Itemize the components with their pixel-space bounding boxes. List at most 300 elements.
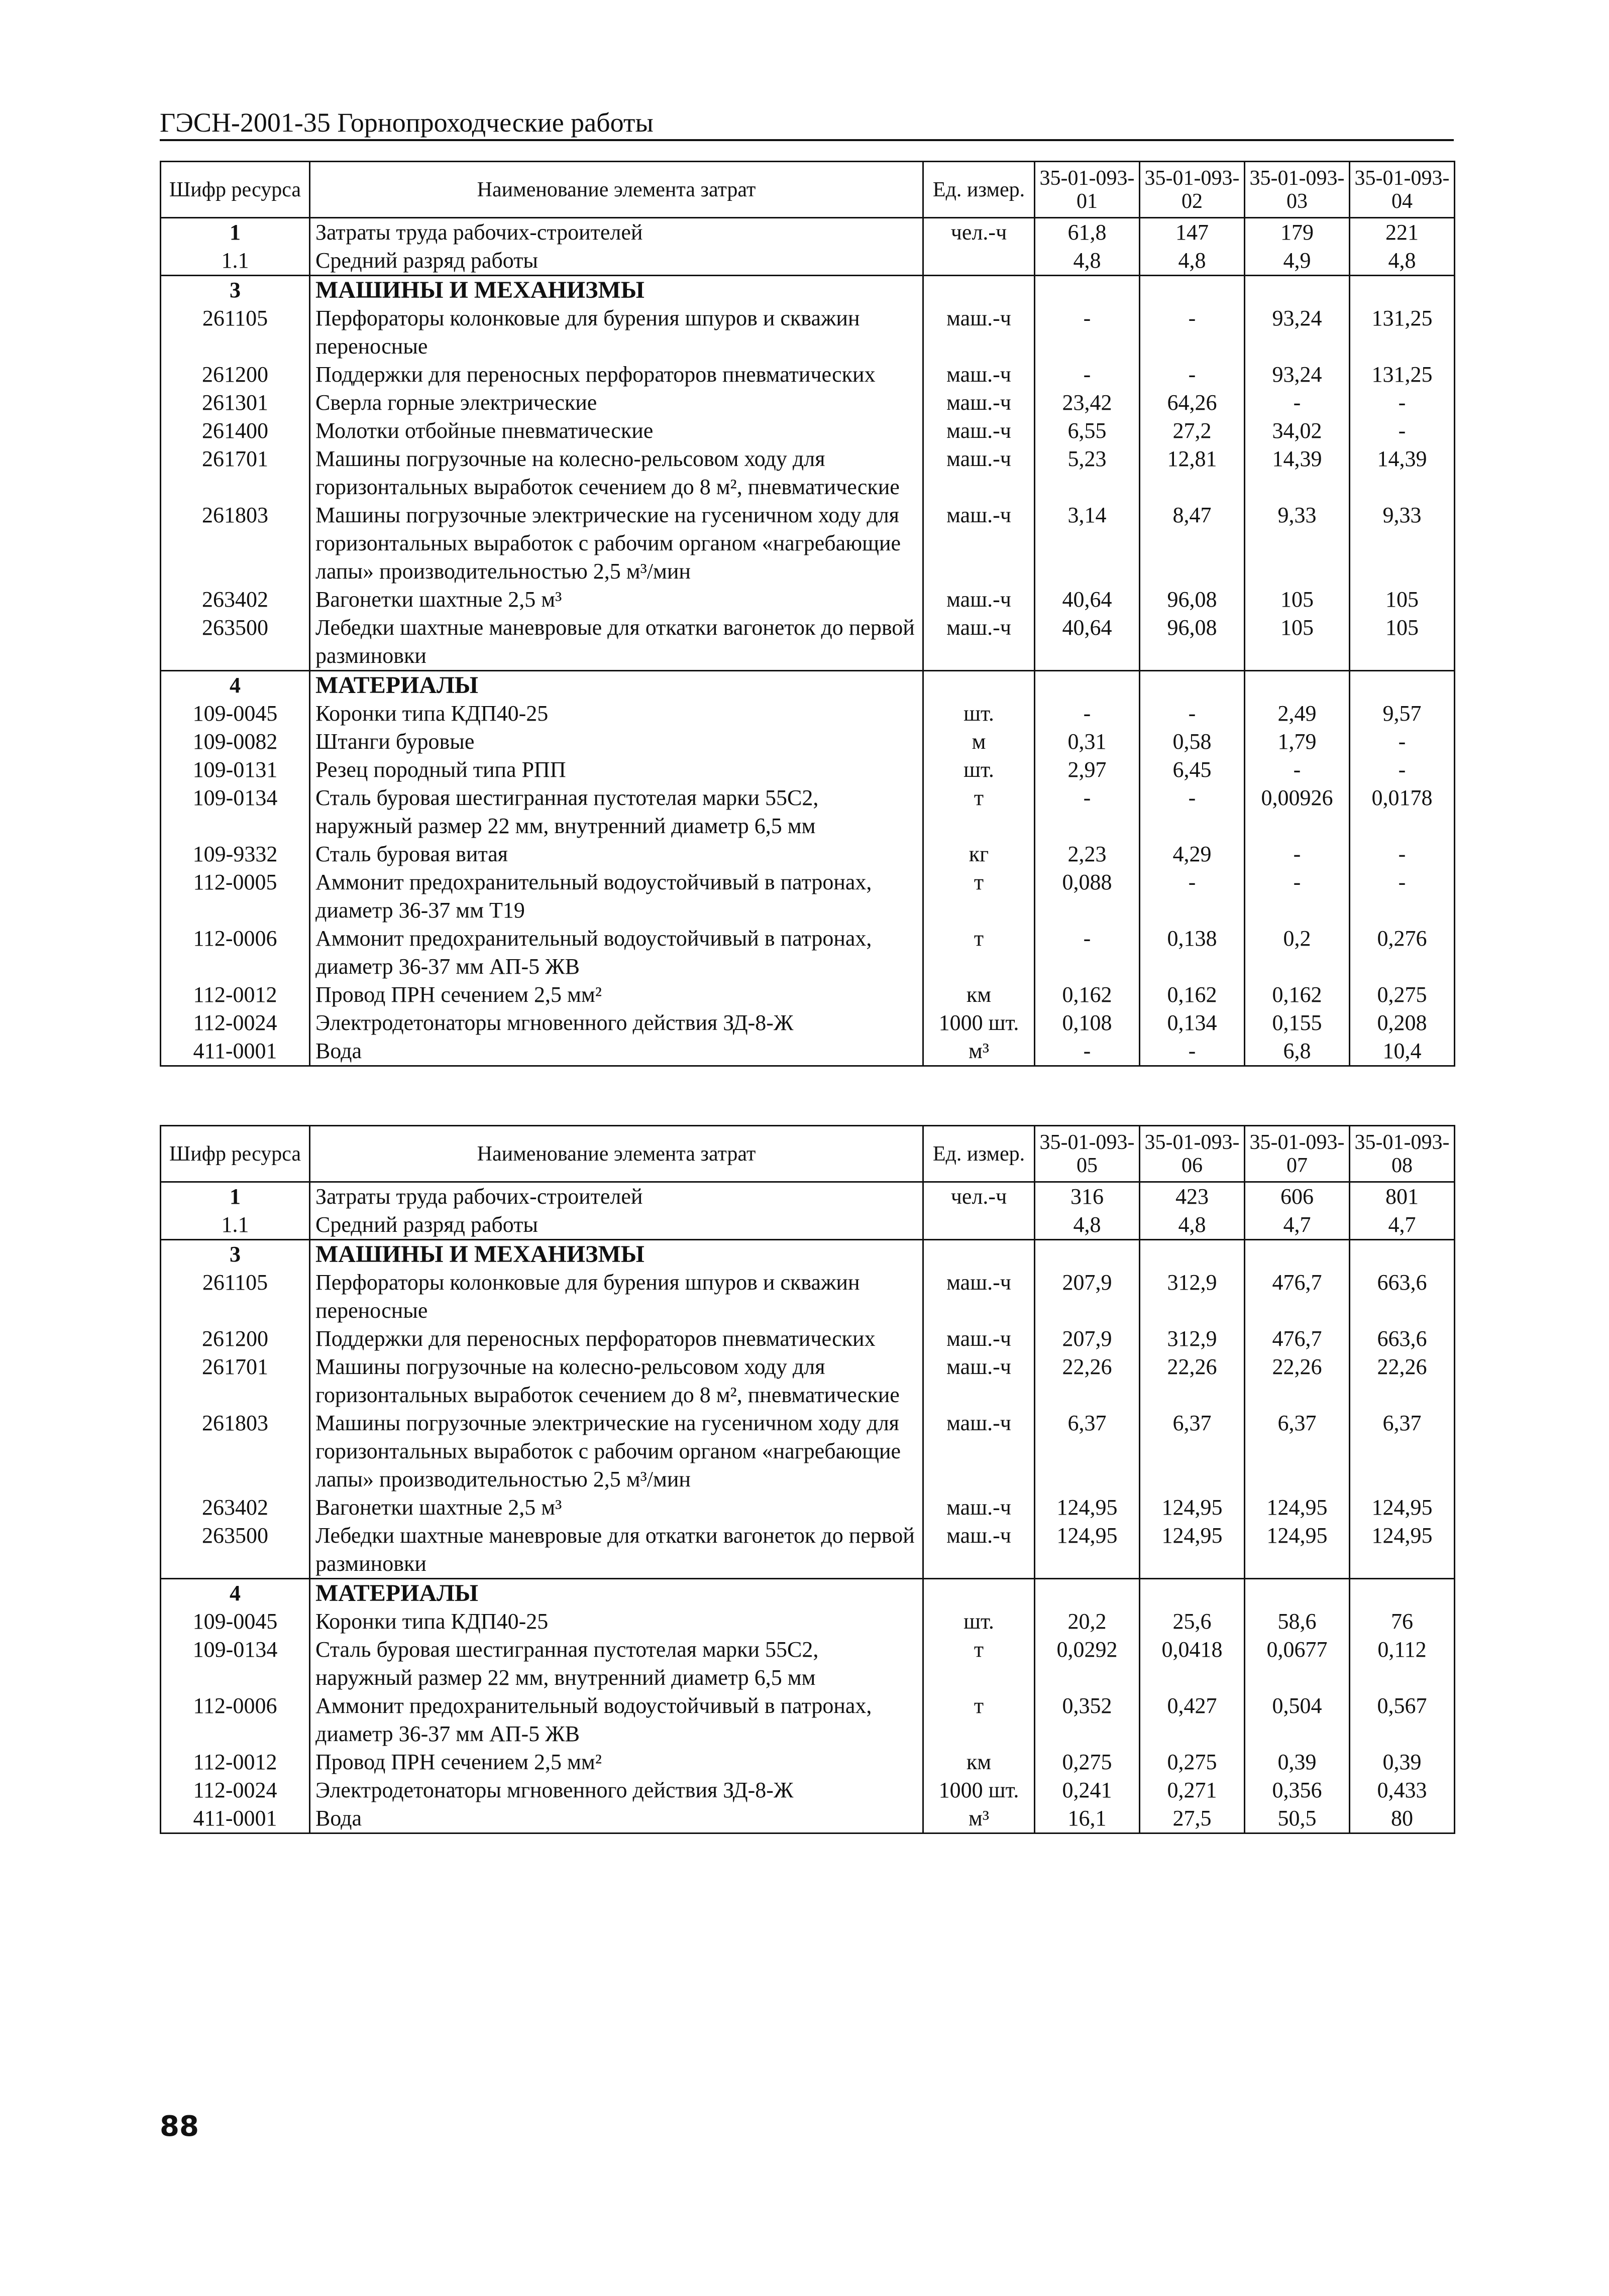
unit-cell: маш.-ч — [923, 1494, 1035, 1522]
norm-value-cell: 0,275 — [1140, 1748, 1245, 1776]
norm-value-cell: 0,504 — [1245, 1692, 1350, 1748]
table-row — [161, 1325, 1455, 1353]
norm-value-cell: 0,427 — [1140, 1692, 1245, 1748]
norm-value-cell: 6,37 — [1350, 1409, 1455, 1494]
norm-value-cell: 312,9 — [1140, 1325, 1245, 1353]
resource-name-cell: Сталь буровая витая — [310, 840, 923, 868]
resource-code-cell: 263402 — [161, 586, 310, 614]
resource-name-cell: Лебедки шахтные маневровые для откатки вагонеток до первой разминовки — [310, 614, 923, 671]
norm-value-cell: 22,26 — [1245, 1353, 1350, 1409]
norm-value-cell: 105 — [1245, 614, 1350, 671]
norm-value-cell: 124,95 — [1140, 1494, 1245, 1522]
table-row — [161, 247, 1455, 276]
norm-value-cell — [1035, 671, 1140, 700]
table-row — [161, 304, 1455, 361]
norm-value-cell: 58,6 — [1245, 1608, 1350, 1636]
norm-value-cell: - — [1245, 840, 1350, 868]
resource-code-cell: 112-0006 — [161, 1692, 310, 1748]
norm-value-cell: 131,25 — [1350, 304, 1455, 361]
resource-name-cell: Электродетонаторы мгновенного действия ЗД-8-Ж — [310, 1776, 923, 1804]
resource-code-cell: 261200 — [161, 361, 310, 389]
table-row — [161, 728, 1455, 756]
table-row — [161, 1636, 1455, 1692]
table-row — [161, 1353, 1455, 1409]
norm-value-cell — [1350, 671, 1455, 700]
resource-code-cell: 112-0024 — [161, 1776, 310, 1804]
unit-cell: маш.-ч — [923, 1353, 1035, 1409]
resource-code-cell: 261803 — [161, 1409, 310, 1494]
norm-value-cell: 179 — [1245, 218, 1350, 247]
resource-name-cell: Электродетонаторы мгновенного действия ЗД-8-Ж — [310, 1009, 923, 1037]
norm-value-cell: 40,64 — [1035, 586, 1140, 614]
resource-code-cell: 261803 — [161, 501, 310, 586]
norm-value-cell: 6,37 — [1035, 1409, 1140, 1494]
norm-value-cell: 0,0178 — [1350, 784, 1455, 840]
norm-value-cell: 4,8 — [1140, 247, 1245, 276]
norm-value-cell — [1245, 671, 1350, 700]
norm-value-cell: 4,8 — [1035, 1211, 1140, 1240]
resource-code-cell: 1.1 — [161, 1211, 310, 1240]
norm-value-cell: 0,39 — [1245, 1748, 1350, 1776]
resource-code-cell: 411-0001 — [161, 1804, 310, 1833]
norm-value-cell: 2,97 — [1035, 756, 1140, 784]
norm-value-cell — [1245, 1579, 1350, 1608]
norm-value-cell: 76 — [1350, 1608, 1455, 1636]
resource-code-cell: 261701 — [161, 1353, 310, 1409]
col-header-name: Наименование элемента затрат — [310, 162, 923, 218]
resource-table-2 — [160, 1125, 1455, 1834]
norm-value-cell: 316 — [1035, 1182, 1140, 1211]
col-header-unit: Ед. измер. — [923, 162, 1035, 218]
resource-code-cell: 261105 — [161, 1269, 310, 1325]
norm-value-cell: 124,95 — [1245, 1494, 1350, 1522]
norm-value-cell: 27,2 — [1140, 417, 1245, 445]
norm-value-cell: 124,95 — [1350, 1494, 1455, 1522]
resource-name-cell: Средний разряд работы — [310, 247, 923, 276]
norm-value-cell: 93,24 — [1245, 361, 1350, 389]
table-row — [161, 1409, 1455, 1494]
resource-code-cell: 109-0131 — [161, 756, 310, 784]
norm-value-cell: 124,95 — [1350, 1522, 1455, 1579]
unit-cell: м³ — [923, 1037, 1035, 1066]
norm-value-cell: - — [1140, 868, 1245, 925]
norm-value-cell: 0,31 — [1035, 728, 1140, 756]
unit-cell: маш.-ч — [923, 445, 1035, 501]
resource-name-cell: Вода — [310, 1037, 923, 1066]
norm-value-cell: 14,39 — [1350, 445, 1455, 501]
resource-code-cell: 263402 — [161, 1494, 310, 1522]
resource-name-cell: Резец породный типа РПП — [310, 756, 923, 784]
col-header-unit: Ед. измер. — [923, 1126, 1035, 1182]
norm-value-cell: 23,42 — [1035, 389, 1140, 417]
norm-value-cell — [1035, 1579, 1140, 1608]
resource-name-cell: МАТЕРИАЛЫ — [310, 1579, 923, 1608]
norm-value-cell: 423 — [1140, 1182, 1245, 1211]
resource-code-cell: 261301 — [161, 389, 310, 417]
norm-value-cell: 0,088 — [1035, 868, 1140, 925]
norm-value-cell: 0,112 — [1350, 1636, 1455, 1692]
table-row — [161, 1037, 1455, 1066]
resource-name-cell: Коронки типа КДП40-25 — [310, 1608, 923, 1636]
resource-name-cell: Машины погрузочные электрические на гусеничном ходу для горизонтальных выработок с рабочим органом «нагребающие лапы» производительностью 2,5 м³/мин — [310, 1409, 923, 1494]
table-header-row — [161, 162, 1455, 218]
norm-value-cell: 0,0292 — [1035, 1636, 1140, 1692]
norm-value-cell: 4,9 — [1245, 247, 1350, 276]
table-row — [161, 417, 1455, 445]
norm-value-cell: 4,7 — [1350, 1211, 1455, 1240]
unit-cell — [923, 276, 1035, 305]
table-row — [161, 700, 1455, 728]
resource-name-cell: Провод ПРН сечением 2,5 мм² — [310, 1748, 923, 1776]
norm-value-cell: 0,208 — [1350, 1009, 1455, 1037]
unit-cell: т — [923, 1692, 1035, 1748]
table-row — [161, 1748, 1455, 1776]
table-row — [161, 925, 1455, 981]
norm-value-cell: 0,162 — [1245, 981, 1350, 1009]
norm-value-cell: - — [1140, 304, 1245, 361]
unit-cell: шт. — [923, 700, 1035, 728]
norm-value-cell: 4,8 — [1140, 1211, 1245, 1240]
norm-value-cell: 93,24 — [1245, 304, 1350, 361]
norm-value-cell: - — [1350, 756, 1455, 784]
norm-value-cell: 663,6 — [1350, 1325, 1455, 1353]
resource-name-cell: Лебедки шахтные маневровые для откатки вагонеток до первой разминовки — [310, 1522, 923, 1579]
unit-cell: маш.-ч — [923, 586, 1035, 614]
col-header-norm: 35-01-093-04 — [1350, 162, 1455, 218]
resource-name-cell: Сверла горные электрические — [310, 389, 923, 417]
norm-value-cell: 147 — [1140, 218, 1245, 247]
resource-code-cell: 1 — [161, 1182, 310, 1211]
col-header-norm: 35-01-093-01 — [1035, 162, 1140, 218]
unit-cell: т — [923, 1636, 1035, 1692]
resource-table-1 — [160, 161, 1455, 1067]
norm-value-cell — [1245, 1240, 1350, 1269]
norm-value-cell — [1140, 1579, 1245, 1608]
norm-value-cell: 0,275 — [1350, 981, 1455, 1009]
norm-value-cell: 801 — [1350, 1182, 1455, 1211]
table-row — [161, 840, 1455, 868]
norm-value-cell: - — [1035, 784, 1140, 840]
resource-code-cell: 112-0012 — [161, 1748, 310, 1776]
table-row — [161, 361, 1455, 389]
resource-name-cell: Поддержки для переносных перфораторов пневматических — [310, 1325, 923, 1353]
resource-code-cell: 109-0134 — [161, 784, 310, 840]
resource-name-cell: Машины погрузочные электрические на гусеничном ходу для горизонтальных выработок с рабочим органом «нагребающие лапы» производительностью 2,5 м³/мин — [310, 501, 923, 586]
unit-cell — [923, 1240, 1035, 1269]
norm-value-cell: 2,49 — [1245, 700, 1350, 728]
unit-cell — [923, 671, 1035, 700]
resource-name-cell: Затраты труда рабочих-строителей — [310, 218, 923, 247]
norm-value-cell: 9,33 — [1245, 501, 1350, 586]
norm-value-cell: 4,29 — [1140, 840, 1245, 868]
table-row — [161, 784, 1455, 840]
norm-value-cell: 0,567 — [1350, 1692, 1455, 1748]
norm-value-cell: - — [1035, 361, 1140, 389]
norm-value-cell: 20,2 — [1035, 1608, 1140, 1636]
norm-value-cell: 606 — [1245, 1182, 1350, 1211]
norm-value-cell: - — [1035, 1037, 1140, 1066]
col-header-norm: 35-01-093-05 — [1035, 1126, 1140, 1182]
header-rule — [160, 139, 1454, 141]
norm-value-cell: 6,37 — [1245, 1409, 1350, 1494]
norm-value-cell: 6,37 — [1140, 1409, 1245, 1494]
col-header-code: Шифр ресурса — [161, 162, 310, 218]
norm-value-cell: 0,271 — [1140, 1776, 1245, 1804]
resource-code-cell: 3 — [161, 1240, 310, 1269]
resource-code-cell: 4 — [161, 1579, 310, 1608]
resource-code-cell: 109-0045 — [161, 700, 310, 728]
norm-value-cell: 0,2 — [1245, 925, 1350, 981]
norm-value-cell: - — [1140, 784, 1245, 840]
col-header-norm: 35-01-093-06 — [1140, 1126, 1245, 1182]
resource-name-cell: Молотки отбойные пневматические — [310, 417, 923, 445]
unit-cell: шт. — [923, 1608, 1035, 1636]
table-row — [161, 614, 1455, 671]
norm-value-cell: 0,155 — [1245, 1009, 1350, 1037]
unit-cell: т — [923, 784, 1035, 840]
norm-value-cell: 0,00926 — [1245, 784, 1350, 840]
table-row — [161, 586, 1455, 614]
norm-value-cell: 131,25 — [1350, 361, 1455, 389]
resource-name-cell: Машины погрузочные на колесно-рельсовом ходу для горизонтальных выработок сечением до 8 м², пневматические — [310, 445, 923, 501]
col-header-code: Шифр ресурса — [161, 1126, 310, 1182]
resource-name-cell: Средний разряд работы — [310, 1211, 923, 1240]
norm-value-cell: 3,14 — [1035, 501, 1140, 586]
resource-code-cell: 263500 — [161, 1522, 310, 1579]
unit-cell: маш.-ч — [923, 304, 1035, 361]
page-header: ГЭСН-2001-35 Горнопроходческие работы — [160, 107, 654, 138]
resource-code-cell: 1.1 — [161, 247, 310, 276]
table-row — [161, 1608, 1455, 1636]
unit-cell: маш.-ч — [923, 1325, 1035, 1353]
norm-value-cell: 207,9 — [1035, 1325, 1140, 1353]
unit-cell — [923, 247, 1035, 276]
resource-code-cell: 109-0134 — [161, 1636, 310, 1692]
unit-cell: 1000 шт. — [923, 1776, 1035, 1804]
norm-value-cell: - — [1035, 304, 1140, 361]
norm-value-cell: 0,58 — [1140, 728, 1245, 756]
resource-code-cell: 3 — [161, 276, 310, 305]
norm-value-cell: 0,352 — [1035, 1692, 1140, 1748]
norm-value-cell: 6,45 — [1140, 756, 1245, 784]
resource-code-cell: 109-0045 — [161, 1608, 310, 1636]
norm-value-cell: 105 — [1245, 586, 1350, 614]
table-row — [161, 501, 1455, 586]
norm-value-cell: 6,55 — [1035, 417, 1140, 445]
norm-value-cell — [1245, 276, 1350, 305]
resource-name-cell: Вагонетки шахтные 2,5 м³ — [310, 586, 923, 614]
resource-code-cell: 263500 — [161, 614, 310, 671]
table-row — [161, 868, 1455, 925]
table-row — [161, 445, 1455, 501]
norm-value-cell: 1,79 — [1245, 728, 1350, 756]
table-row — [161, 1211, 1455, 1240]
norm-value-cell: 5,23 — [1035, 445, 1140, 501]
norm-value-cell: 0,138 — [1140, 925, 1245, 981]
resource-name-cell: Машины погрузочные на колесно-рельсовом ходу для горизонтальных выработок сечением до 8 м², пневматические — [310, 1353, 923, 1409]
unit-cell: чел.-ч — [923, 218, 1035, 247]
norm-value-cell: 2,23 — [1035, 840, 1140, 868]
resource-name-cell: Штанги буровые — [310, 728, 923, 756]
table-row — [161, 1776, 1455, 1804]
norm-value-cell: 61,8 — [1035, 218, 1140, 247]
table-row — [161, 1269, 1455, 1325]
norm-value-cell: 25,6 — [1140, 1608, 1245, 1636]
resource-code-cell: 1 — [161, 218, 310, 247]
resource-name-cell: МАТЕРИАЛЫ — [310, 671, 923, 700]
norm-value-cell: - — [1350, 840, 1455, 868]
unit-cell: шт. — [923, 756, 1035, 784]
norm-value-cell: 0,108 — [1035, 1009, 1140, 1037]
table-row — [161, 276, 1455, 305]
norm-value-cell: - — [1140, 700, 1245, 728]
norm-value-cell: 0,356 — [1245, 1776, 1350, 1804]
norm-value-cell: - — [1245, 868, 1350, 925]
norm-value-cell: 0,134 — [1140, 1009, 1245, 1037]
norm-value-cell — [1140, 671, 1245, 700]
norm-value-cell: 22,26 — [1140, 1353, 1245, 1409]
norm-value-cell: - — [1350, 868, 1455, 925]
norm-value-cell: - — [1140, 361, 1245, 389]
table-row — [161, 1240, 1455, 1269]
page-number: 88 — [160, 2110, 199, 2143]
norm-value-cell: - — [1245, 756, 1350, 784]
norm-value-cell: 124,95 — [1035, 1494, 1140, 1522]
resource-name-cell: Затраты труда рабочих-строителей — [310, 1182, 923, 1211]
unit-cell: маш.-ч — [923, 501, 1035, 586]
norm-value-cell: - — [1245, 389, 1350, 417]
norm-value-cell — [1035, 276, 1140, 305]
resource-code-cell: 411-0001 — [161, 1037, 310, 1066]
col-header-norm: 35-01-093-07 — [1245, 1126, 1350, 1182]
norm-value-cell: - — [1350, 389, 1455, 417]
resource-name-cell: Перфораторы колонковые для бурения шпуров и скважин переносные — [310, 1269, 923, 1325]
norm-value-cell: 16,1 — [1035, 1804, 1140, 1833]
norm-value-cell: 22,26 — [1350, 1353, 1455, 1409]
resource-code-cell: 261400 — [161, 417, 310, 445]
norm-value-cell: 221 — [1350, 218, 1455, 247]
unit-cell: км — [923, 1748, 1035, 1776]
col-header-norm: 35-01-093-02 — [1140, 162, 1245, 218]
resource-name-cell: Сталь буровая шестигранная пустотелая марки 55С2, наружный размер 22 мм, внутренний диаметр 6,5 мм — [310, 784, 923, 840]
resource-name-cell: Вода — [310, 1804, 923, 1833]
unit-cell: 1000 шт. — [923, 1009, 1035, 1037]
norm-value-cell: 476,7 — [1245, 1325, 1350, 1353]
unit-cell: чел.-ч — [923, 1182, 1035, 1211]
resource-name-cell: Аммонит предохранительный водоустойчивый в патронах, диаметр 36-37 мм АП-5 ЖВ — [310, 925, 923, 981]
resource-code-cell: 261105 — [161, 304, 310, 361]
table-row — [161, 1494, 1455, 1522]
norm-value-cell — [1350, 1240, 1455, 1269]
norm-value-cell: 476,7 — [1245, 1269, 1350, 1325]
resource-name-cell: Поддержки для переносных перфораторов пневматических — [310, 361, 923, 389]
unit-cell: т — [923, 868, 1035, 925]
norm-value-cell: 80 — [1350, 1804, 1455, 1833]
norm-value-cell: 312,9 — [1140, 1269, 1245, 1325]
resource-code-cell: 109-0082 — [161, 728, 310, 756]
norm-value-cell: 105 — [1350, 614, 1455, 671]
resource-code-cell: 261701 — [161, 445, 310, 501]
col-header-norm: 35-01-093-08 — [1350, 1126, 1455, 1182]
norm-value-cell: 27,5 — [1140, 1804, 1245, 1833]
unit-cell: км — [923, 981, 1035, 1009]
table-row — [161, 218, 1455, 247]
resource-name-cell: Аммонит предохранительный водоустойчивый в патронах, диаметр 36-37 мм Т19 — [310, 868, 923, 925]
norm-value-cell: 4,7 — [1245, 1211, 1350, 1240]
resource-name-cell: Перфораторы колонковые для бурения шпуров и скважин переносные — [310, 304, 923, 361]
resource-code-cell: 4 — [161, 671, 310, 700]
resource-name-cell: Аммонит предохранительный водоустойчивый в патронах, диаметр 36-37 мм АП-5 ЖВ — [310, 1692, 923, 1748]
resource-name-cell: Сталь буровая шестигранная пустотелая марки 55С2, наружный размер 22 мм, внутренний диаметр 6,5 мм — [310, 1636, 923, 1692]
unit-cell: маш.-ч — [923, 1409, 1035, 1494]
norm-value-cell: 207,9 — [1035, 1269, 1140, 1325]
table-row — [161, 389, 1455, 417]
norm-value-cell: 40,64 — [1035, 614, 1140, 671]
norm-value-cell: - — [1035, 700, 1140, 728]
norm-value-cell — [1140, 276, 1245, 305]
norm-value-cell: 6,8 — [1245, 1037, 1350, 1066]
table-row — [161, 756, 1455, 784]
norm-value-cell: 96,08 — [1140, 586, 1245, 614]
unit-cell — [923, 1579, 1035, 1608]
unit-cell: маш.-ч — [923, 417, 1035, 445]
table-row — [161, 1579, 1455, 1608]
table-row — [161, 1804, 1455, 1833]
norm-value-cell: 22,26 — [1035, 1353, 1140, 1409]
norm-value-cell: 663,6 — [1350, 1269, 1455, 1325]
norm-value-cell: 0,241 — [1035, 1776, 1140, 1804]
col-header-name: Наименование элемента затрат — [310, 1126, 923, 1182]
resource-code-cell: 109-9332 — [161, 840, 310, 868]
resource-name-cell: МАШИНЫ И МЕХАНИЗМЫ — [310, 1240, 923, 1269]
norm-value-cell: 12,81 — [1140, 445, 1245, 501]
resource-code-cell: 112-0012 — [161, 981, 310, 1009]
norm-value-cell: 8,47 — [1140, 501, 1245, 586]
unit-cell: маш.-ч — [923, 1269, 1035, 1325]
resource-code-cell: 112-0005 — [161, 868, 310, 925]
norm-value-cell: - — [1350, 417, 1455, 445]
norm-value-cell: 105 — [1350, 586, 1455, 614]
table-row — [161, 1692, 1455, 1748]
resource-name-cell: Вагонетки шахтные 2,5 м³ — [310, 1494, 923, 1522]
norm-value-cell — [1350, 1579, 1455, 1608]
norm-value-cell: 0,162 — [1140, 981, 1245, 1009]
resource-code-cell: 112-0024 — [161, 1009, 310, 1037]
unit-cell: маш.-ч — [923, 361, 1035, 389]
resource-name-cell: Коронки типа КДП40-25 — [310, 700, 923, 728]
table-row — [161, 1522, 1455, 1579]
unit-cell: м³ — [923, 1804, 1035, 1833]
norm-value-cell: 0,0418 — [1140, 1636, 1245, 1692]
norm-value-cell: 64,26 — [1140, 389, 1245, 417]
unit-cell: м — [923, 728, 1035, 756]
norm-value-cell: 10,4 — [1350, 1037, 1455, 1066]
resource-code-cell: 112-0006 — [161, 925, 310, 981]
norm-value-cell: 0,433 — [1350, 1776, 1455, 1804]
norm-value-cell: - — [1350, 728, 1455, 756]
norm-value-cell: 4,8 — [1350, 247, 1455, 276]
table-row — [161, 1009, 1455, 1037]
norm-value-cell — [1140, 1240, 1245, 1269]
norm-value-cell: 0,39 — [1350, 1748, 1455, 1776]
table-row — [161, 981, 1455, 1009]
resource-name-cell: Провод ПРН сечением 2,5 мм² — [310, 981, 923, 1009]
norm-value-cell: 34,02 — [1245, 417, 1350, 445]
norm-value-cell: 96,08 — [1140, 614, 1245, 671]
resource-code-cell: 261200 — [161, 1325, 310, 1353]
unit-cell: маш.-ч — [923, 1522, 1035, 1579]
norm-value-cell: 9,33 — [1350, 501, 1455, 586]
